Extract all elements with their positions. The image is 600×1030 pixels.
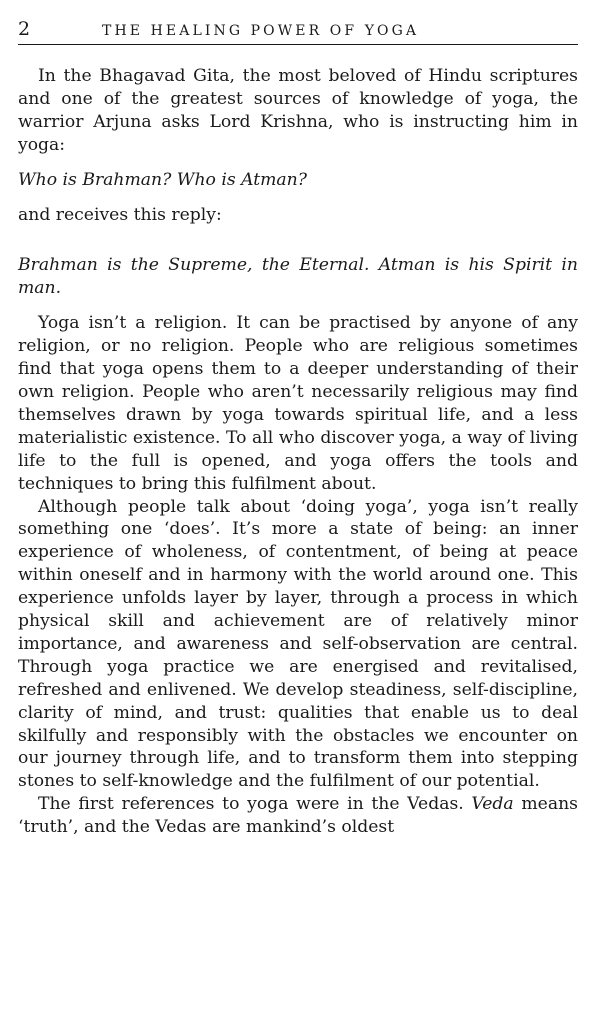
running-title: THE HEALING POWER OF YOGA — [102, 23, 420, 39]
vedas-text-start: The first references to yoga were in the Vedas. — [38, 794, 472, 815]
paragraph-religion: Yoga isn’t a religion. It can be practised by anyone of any religion, or no religion. People who are religious sometimes find that yoga opens them to a deeper understanding of their own religion. People who aren’t necessarily religious may find themselves drawn by yoga towards spiritual life, and a less materialistic existence. To all who discover yoga, a way of living life to the full is opened, and yoga offers the tools and techniques to bring this fulfilment about. — [18, 313, 578, 494]
book-page — [18, 18, 578, 839]
paragraph-vedas — [18, 793, 578, 839]
page-number: 2 — [18, 18, 31, 40]
paragraph-doing-yoga: Although people talk about ‘doing yoga’, yoga isn’t really something one ‘does’. It’s more a state of being: an inner experience of wholeness, of contentment, of being at peace within oneself and in harmony with the world around one. This experience unfolds layer by layer, through a process in which physical skill and achievement are of relatively minor importance, and awareness and self-observation are central. Through yoga practice we are energised and revitalised, refreshed and enlivened. We develop steadiness, self-discipline, clarity of mind, and trust: qualities that enable us to deal skilfully and responsibly with the obstacles we encounter on our journey through life, and to transform them into stepping stones to self-knowledge and the fulfilment of our potential. — [18, 496, 578, 792]
running-header — [18, 18, 578, 45]
body-text — [18, 65, 578, 839]
quote-answer: Brahman is the Supreme, the Eternal. Atman is his Spirit in man. — [18, 255, 578, 299]
paragraph-intro: In the Bhagavad Gita, the most beloved of Hindu scriptures and one of the greatest sources of knowledge of yoga, the warrior Arjuna asks Lord Krishna, who is instructing him in yoga: — [18, 66, 578, 155]
veda-term: Veda — [471, 794, 514, 815]
paragraph-reply: and receives this reply: — [18, 204, 222, 225]
vedas-text-end: means ‘truth’, and the Vedas are mankind’s oldest — [18, 794, 578, 838]
quote-question: Who is Brahman? Who is Atman? — [18, 169, 307, 190]
